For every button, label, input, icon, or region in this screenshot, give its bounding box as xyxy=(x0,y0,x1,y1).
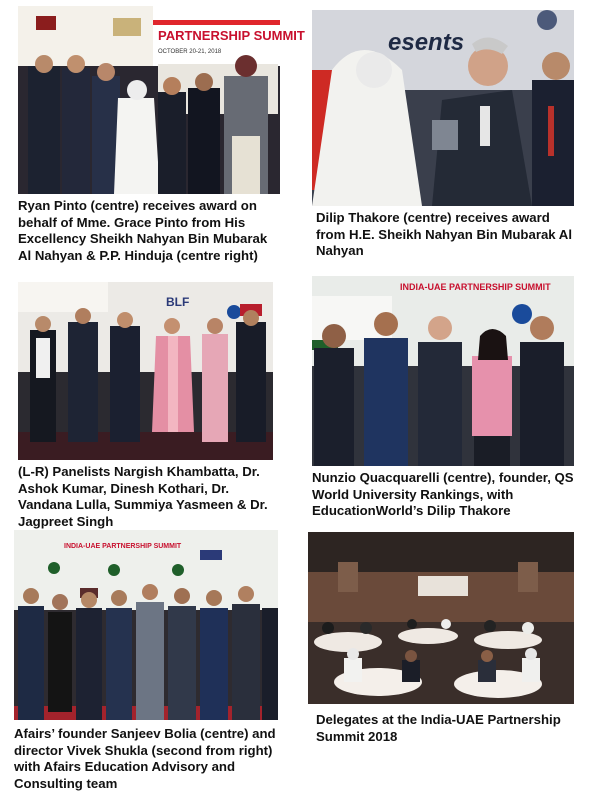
banner-text: INDIA-UAE PARTNERSHIP SUMMIT xyxy=(400,282,551,292)
photo-award-ryan-pinto xyxy=(18,6,305,194)
photo-panelists xyxy=(18,282,273,460)
caption-photo-6: Delegates at the India-UAE Partnership Summit 2018 xyxy=(316,712,561,744)
photo-afairs-team xyxy=(14,530,278,720)
photo-delegates-hall xyxy=(308,532,574,704)
caption-photo-3: (L-R) Panelists Nargish Khambatta, Dr. Ashok Kumar, Dinesh Kothari, Dr. Vandana Lulla, Summiya Yasmeen & Dr. Jagpreet Singh xyxy=(18,464,268,529)
banner-text: INDIA-UAE PARTNERSHIP SUMMIT xyxy=(64,543,182,550)
caption-photo-4: Nunzio Quacquarelli (centre), founder, QS World University Rankings, with EducationWorld’s Dilip Thakore xyxy=(312,470,574,519)
photo-qs-founder xyxy=(312,276,574,466)
banner-text: BLF xyxy=(166,295,190,309)
caption-photo-5: Afairs’ founder Sanjeev Bolia (centre) and director Vivek Shukla (second from right) with Afairs Education Advisory and Consulting team xyxy=(14,726,276,791)
banner-dates: OCTOBER 20-21, 2018 xyxy=(158,49,222,55)
caption-photo-1: Ryan Pinto (centre) receives award on behalf of Mme. Grace Pinto from His Excellency Sheikh Nahyan Bin Mubarak Al Nahyan & P.P. Hinduja (centre right) xyxy=(18,198,268,263)
banner-text: esents xyxy=(388,29,465,56)
caption-photo-2: Dilip Thakore (centre) receives award from H.E. Sheikh Nahyan Bin Mubarak Al Nahyan xyxy=(316,210,572,259)
photo-award-dilip-thakore xyxy=(312,10,574,206)
banner-text: PARTNERSHIP SUMMIT xyxy=(158,28,305,43)
